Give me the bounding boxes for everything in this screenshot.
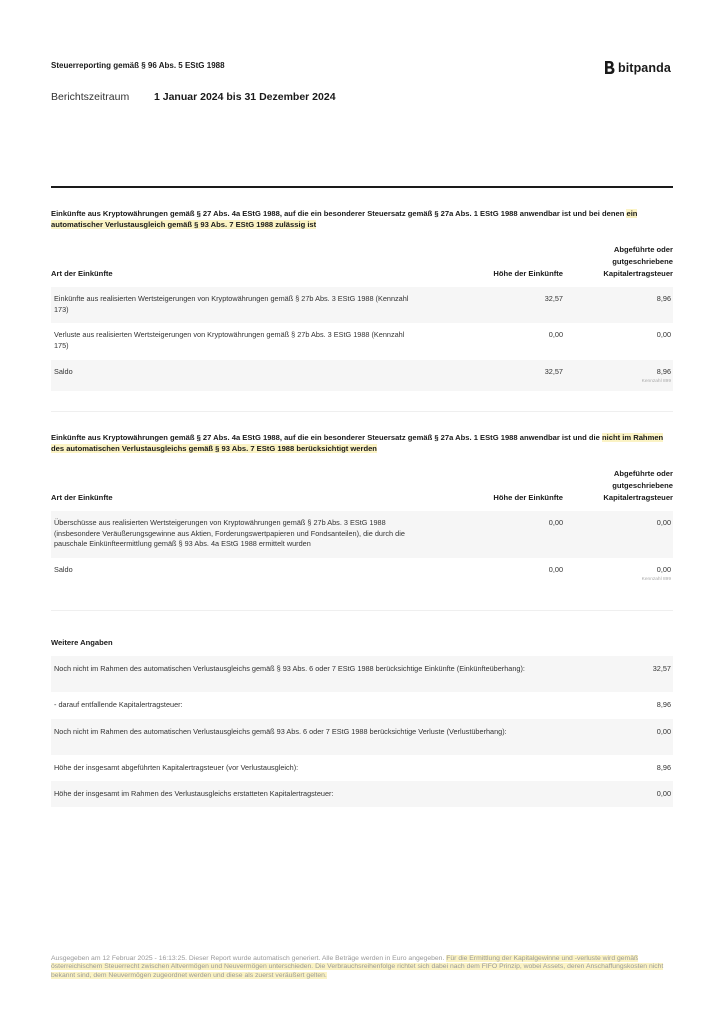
info-row (51, 719, 673, 755)
period-label: Berichtszeitraum (51, 91, 130, 103)
report-header-title: Steuerreporting gemäß § 96 Abs. 5 EStG 1988 (51, 61, 225, 70)
info-text: - darauf entfallende Kapitalertragsteuer: (54, 700, 183, 709)
info-value: 0,00 (656, 727, 671, 736)
info-text: Noch nicht im Rahmen des automatischen Verlustausgleichs gemäß 93 Abs. 6 oder 7 EStG 1988 berücksichtige Verluste (Verlustüberhang): (54, 727, 507, 736)
table-row (51, 511, 673, 558)
row-tax: 8,96 (656, 294, 671, 303)
row-tax-cell (563, 360, 673, 391)
column-header-tax: Abgeführte oder gutgeschriebene Kapitalertragsteuer (603, 245, 673, 278)
period-value: 1 Januar 2024 bis 31 Dezember 2024 (154, 91, 336, 103)
row-tax: 8,96 (656, 367, 671, 376)
info-text: Höhe der insgesamt im Rahmen des Verlustausgleichs erstatteten Kapitalertragsteuer: (54, 789, 334, 798)
row-type: Überschüsse aus realisierten Wertsteigerungen von Kryptowährungen gemäß § 27b Abs. 3 EStG 1988 (insbesondere Veräußerungsgewinne aus Aktien, Forderungswertpapieren und Fondsanteilen), die durch die pauschale Einkünfteermittlung gemäß § 93 Abs. 4a EStG 1988 ermittelt wurden (54, 518, 405, 548)
row-type: Saldo (54, 367, 73, 376)
column-header-tax: Abgeführte oder gutgeschriebene Kapitalertragsteuer (603, 469, 673, 502)
header-divider (51, 186, 673, 188)
info-value: 0,00 (656, 789, 671, 798)
footer-text: Ausgegeben am 12 Februar 2025 - 16:13:25. Dieser Report wurde automatisch generiert. Alle Beträge werden in Euro angegeben. (51, 955, 447, 962)
column-header-amount: Höhe der Einkünfte (493, 269, 563, 278)
row-type: Verluste aus realisierten Wertsteigerungen von Kryptowährungen gemäß § 27b Abs. 3 EStG 1988 (Kennzahl 175) (54, 330, 405, 350)
section-title-text: Einkünfte aus Kryptowährungen gemäß § 27 Abs. 4a EStG 1988, auf die ein besonderer Steuersatz gemäß § 27a Abs. 1 EStG 1988 anwendbar ist und bei denen (51, 209, 627, 218)
table-header (51, 468, 673, 504)
logo-text: bitpanda (618, 60, 671, 75)
info-row (51, 755, 673, 781)
report-footer (51, 955, 673, 980)
bitpanda-logo (604, 60, 671, 75)
column-header-amount: Höhe der Einkünfte (493, 493, 563, 502)
section-title: Weitere Angaben (51, 638, 113, 647)
table-body (51, 287, 673, 391)
table-row (51, 287, 673, 323)
row-tax: 0,00 (656, 330, 671, 339)
section-title (51, 432, 673, 454)
row-amount: 0,00 (548, 565, 563, 574)
info-value: 8,96 (656, 763, 671, 772)
row-type: Saldo (54, 565, 73, 574)
info-list (51, 656, 673, 807)
row-tax: 0,00 (656, 565, 671, 574)
kennzahl-note: Kennzahl 899 (641, 576, 671, 582)
row-amount: 32,57 (544, 367, 563, 376)
section-no-auto-loss-offset (51, 432, 673, 590)
row-tax-cell (563, 558, 673, 590)
info-row (51, 692, 673, 719)
kennzahl-note: Kennzahl 899 (641, 378, 671, 384)
table-row-saldo (51, 360, 673, 391)
row-tax: 0,00 (656, 518, 671, 527)
info-text: Noch nicht im Rahmen des automatischen Verlustausgleichs gemäß § 93 Abs. 6 oder 7 EStG 1988 berücksichtige Einkünfte (Einkünfteüberhang): (54, 664, 525, 673)
section-title-text: Einkünfte aus Kryptowährungen gemäß § 27 Abs. 4a EStG 1988, auf die ein besonderer Steuersatz gemäß § 27a Abs. 1 EStG 1988 anwendbar ist und die (51, 433, 602, 442)
section-title-highlight: nicht im Rahmen des automatischen Verlustausgleichs gemäß § 93 Abs. 7 EStG 1988 berücksichtigt werden (51, 433, 664, 453)
row-amount: 0,00 (548, 518, 563, 527)
info-row (51, 781, 673, 807)
section-further-info (51, 638, 673, 807)
section-title-highlight: ein automatischer Verlustausgleich gemäß § 93 Abs. 7 EStG 1988 zulässig ist (51, 209, 638, 229)
info-row (51, 656, 673, 692)
info-text: Höhe der insgesamt abgeführten Kapitalertragsteuer (vor Verlustausgleich): (54, 763, 299, 772)
column-header-type: Art der Einkünfte (51, 493, 113, 502)
column-header-type: Art der Einkünfte (51, 269, 113, 278)
section-divider (51, 610, 673, 611)
row-amount: 0,00 (548, 330, 563, 339)
section-title (51, 208, 673, 230)
table-row (51, 323, 673, 360)
table-header (51, 244, 673, 280)
row-type: Einkünfte aus realisierten Wertsteigerungen von Kryptowährungen gemäß § 27b Abs. 3 EStG 1988 (Kennzahl 173) (54, 294, 409, 314)
reporting-period (51, 91, 336, 103)
bitpanda-logo-icon (604, 60, 615, 75)
table-body (51, 511, 673, 590)
footer-highlight: Für die Ermittlung der Kapitalgewinne und -verluste wird gemäß österreichischem Steuerrecht zwischen Altvermögen und Neuvermögen unterschieden. Die Verbrauchsreihenfolge richtet sich dabei nach dem FIFO Prinzip, wobei Assets, deren Anschaffungskosten nicht bekannt sind, dem Neuvermögen zugeordnet werden und diese als zuerst veräußert gelten. (51, 955, 664, 979)
info-value: 8,96 (656, 700, 671, 709)
section-auto-loss-offset (51, 208, 673, 391)
table-row-saldo (51, 558, 673, 590)
row-amount: 32,57 (544, 294, 563, 303)
info-value: 32,57 (652, 664, 671, 673)
section-divider (51, 411, 673, 412)
